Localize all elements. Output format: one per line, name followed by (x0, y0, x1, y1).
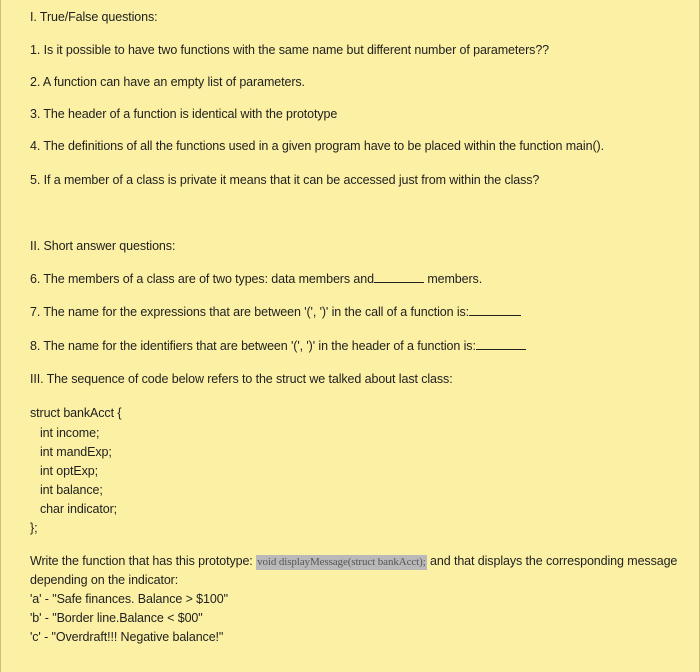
option-a: 'a' - "Safe finances. Balance > $100" (30, 592, 228, 606)
code-struct-close: }; (30, 521, 38, 535)
question-4: 4. The definitions of all the functions used in a given program have to be placed within the function main(). (30, 139, 604, 153)
option-b: 'b' - "Border line.Balance < $00" (30, 611, 203, 625)
answer-blank (374, 271, 424, 283)
question-8-text: 8. The name for the identifiers that are between '(', ')' in the header of a function is: (30, 339, 476, 353)
section3-heading: III. The sequence of code below refers to the struct we talked about last class: (30, 372, 453, 386)
section1-heading: I. True/False questions: (30, 10, 158, 24)
question-2: 2. A function can have an empty list of parameters. (30, 75, 305, 89)
code-member-indicator: char indicator; (40, 502, 118, 516)
task-line-2: depending on the indicator: (30, 573, 179, 587)
task-text: Write the function that has this prototype: (30, 554, 253, 568)
answer-blank (469, 304, 521, 316)
answer-blank (476, 338, 526, 350)
code-member-balance: int balance; (40, 483, 103, 497)
question-7 (30, 304, 521, 321)
question-8 (30, 338, 526, 355)
question-6-suffix: members. (427, 272, 483, 286)
code-member-income: int income; (40, 426, 100, 440)
code-member-mandexp: int mandExp; (40, 445, 112, 459)
question-5: 5. If a member of a class is private it means that it can be accessed just from within the class? (30, 173, 540, 187)
section2-heading: II. Short answer questions: (30, 239, 176, 253)
task-text-end: and that displays the corresponding message (430, 554, 678, 568)
option-c: 'c' - "Overdraft!!! Negative balance!" (30, 630, 224, 644)
question-6-text: 6. The members of a class are of two types: data members and (30, 272, 374, 286)
question-3: 3. The header of a function is identical with the prototype (30, 107, 338, 121)
question-7-text: 7. The name for the expressions that are between '(', ')' in the call of a function is: (30, 305, 470, 319)
code-member-optexp: int optExp; (40, 464, 98, 478)
task-line-1 (30, 553, 677, 571)
code-struct-open: struct bankAcct { (30, 406, 122, 420)
question-6 (30, 271, 482, 288)
question-1: 1. Is it possible to have two functions with the same name but different number of parameters?? (30, 43, 550, 57)
prototype-highlight: void displayMessage(struct bankAcct); (257, 556, 426, 568)
